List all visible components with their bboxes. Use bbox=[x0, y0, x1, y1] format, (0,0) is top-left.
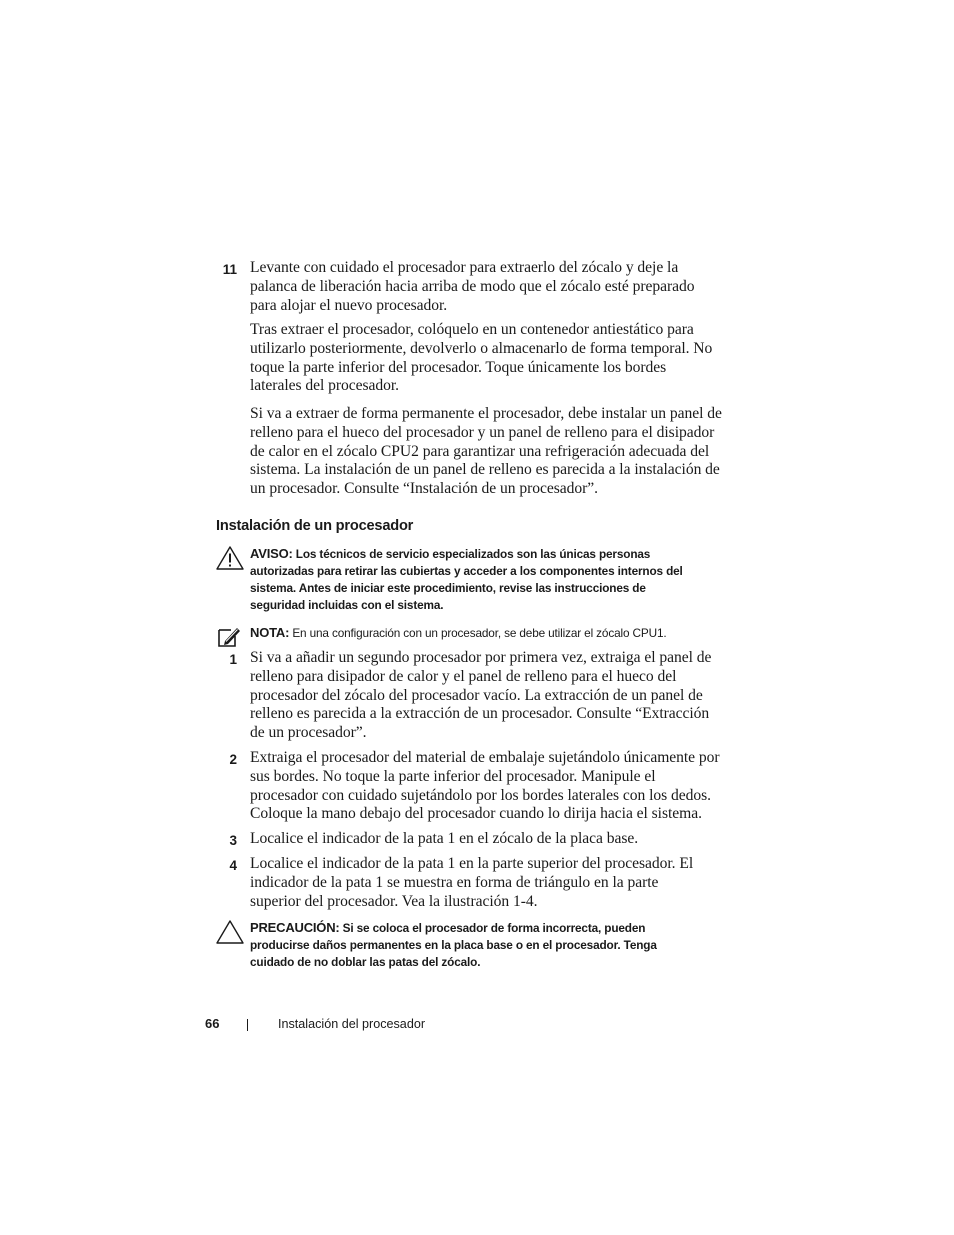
note-pencil-icon bbox=[215, 624, 245, 650]
step-number: 2 bbox=[229, 752, 237, 767]
page-number: 66 bbox=[205, 1016, 220, 1031]
caution-text bbox=[250, 919, 690, 971]
warning-text bbox=[250, 545, 700, 614]
step-3 bbox=[205, 830, 725, 849]
step-text: Levante con cuidado el procesador para extraerlo del zócalo y deje la palanca de liberación hacia arriba de modo que el zócalo esté preparado para alojar el nuevo procesador. bbox=[250, 259, 695, 314]
warning-notice bbox=[215, 545, 715, 614]
step-text: Localice el indicador de la pata 1 en la parte superior del procesador. El indicador de la pata 1 se muestra en forma de triángulo en la parte superior del procesador. Vea la ilustración 1-4. bbox=[250, 855, 694, 910]
note-body: En una configuración con un procesador, se debe utilizar el zócalo CPU1. bbox=[292, 626, 667, 640]
caution-label: PRECAUCIÓN: bbox=[250, 920, 340, 935]
footer-separator bbox=[247, 1019, 248, 1031]
caution-notice bbox=[215, 919, 715, 971]
note-notice bbox=[215, 624, 715, 642]
step-11-paragraph-1: Tras extraer el procesador, colóquelo en un contenedor antiestático para utilizarlo posteriormente, devolverlo o almacenarlo de forma temporal. No toque la parte inferior del procesador. Toque únicamente los bordes laterales del procesador. bbox=[250, 321, 713, 395]
caution-body: Si se coloca el procesador de forma incorrecta, pueden producirse daños permanentes en la placa base o en el procesador. Tenga cuidado de no doblar las patas del zócalo. bbox=[250, 921, 657, 969]
step-number: 3 bbox=[229, 833, 237, 848]
note-text bbox=[250, 624, 730, 642]
step-1 bbox=[205, 649, 725, 743]
warning-triangle-icon bbox=[215, 545, 245, 571]
step-2 bbox=[205, 749, 725, 824]
step-text: Localice el indicador de la pata 1 en el zócalo de la placa base. bbox=[250, 830, 639, 847]
caution-triangle-icon bbox=[215, 919, 245, 945]
step-11-paragraph-2: Si va a extraer de forma permanente el procesador, debe instalar un panel de relleno para el hueco del procesador y un panel de relleno para el disipador de calor en el zócalo CPU2 para garantizar una refrigeración adecuada del sistema. La instalación de un panel de relleno es parecida a la instalación de un procesador. Consulte “Instalación de un procesador”. bbox=[250, 405, 722, 498]
step-11 bbox=[205, 259, 725, 315]
step-text: Si va a añadir un segundo procesador por primera vez, extraiga el panel de relleno para disipador de calor y el panel de relleno para el hueco del procesador del zócalo del procesador vacío. La extracción de un panel de relleno es parecida a la extracción de un procesador. Consulte “Extracción de un procesador”. bbox=[250, 649, 712, 742]
note-label: NOTA: bbox=[250, 625, 290, 640]
step-number: 1 bbox=[229, 652, 237, 667]
step-text: Extraiga el procesador del material de embalaje sujetándolo únicamente por sus bordes. No toque la parte inferior del procesador. Manipule el procesador con cuidado sujetándolo por los bordes laterales con los dedos. Coloque la mano debajo del procesador cuando lo dirija hacia el sistema. bbox=[250, 749, 720, 823]
section-heading: Instalación de un procesador bbox=[216, 518, 414, 534]
warning-body: Los técnicos de servicio especializados son las únicas personas autorizadas para retirar las cubiertas y acceder a los componentes internos del sistema. Antes de iniciar este procedimiento, revise las instrucciones de seguridad incluidas con el sistema. bbox=[250, 547, 683, 612]
step-number: 4 bbox=[229, 858, 237, 873]
step-number: 11 bbox=[222, 262, 237, 277]
step-4 bbox=[205, 855, 725, 911]
chapter-title: Instalación del procesador bbox=[278, 1017, 426, 1031]
warning-label: AVISO: bbox=[250, 546, 293, 561]
